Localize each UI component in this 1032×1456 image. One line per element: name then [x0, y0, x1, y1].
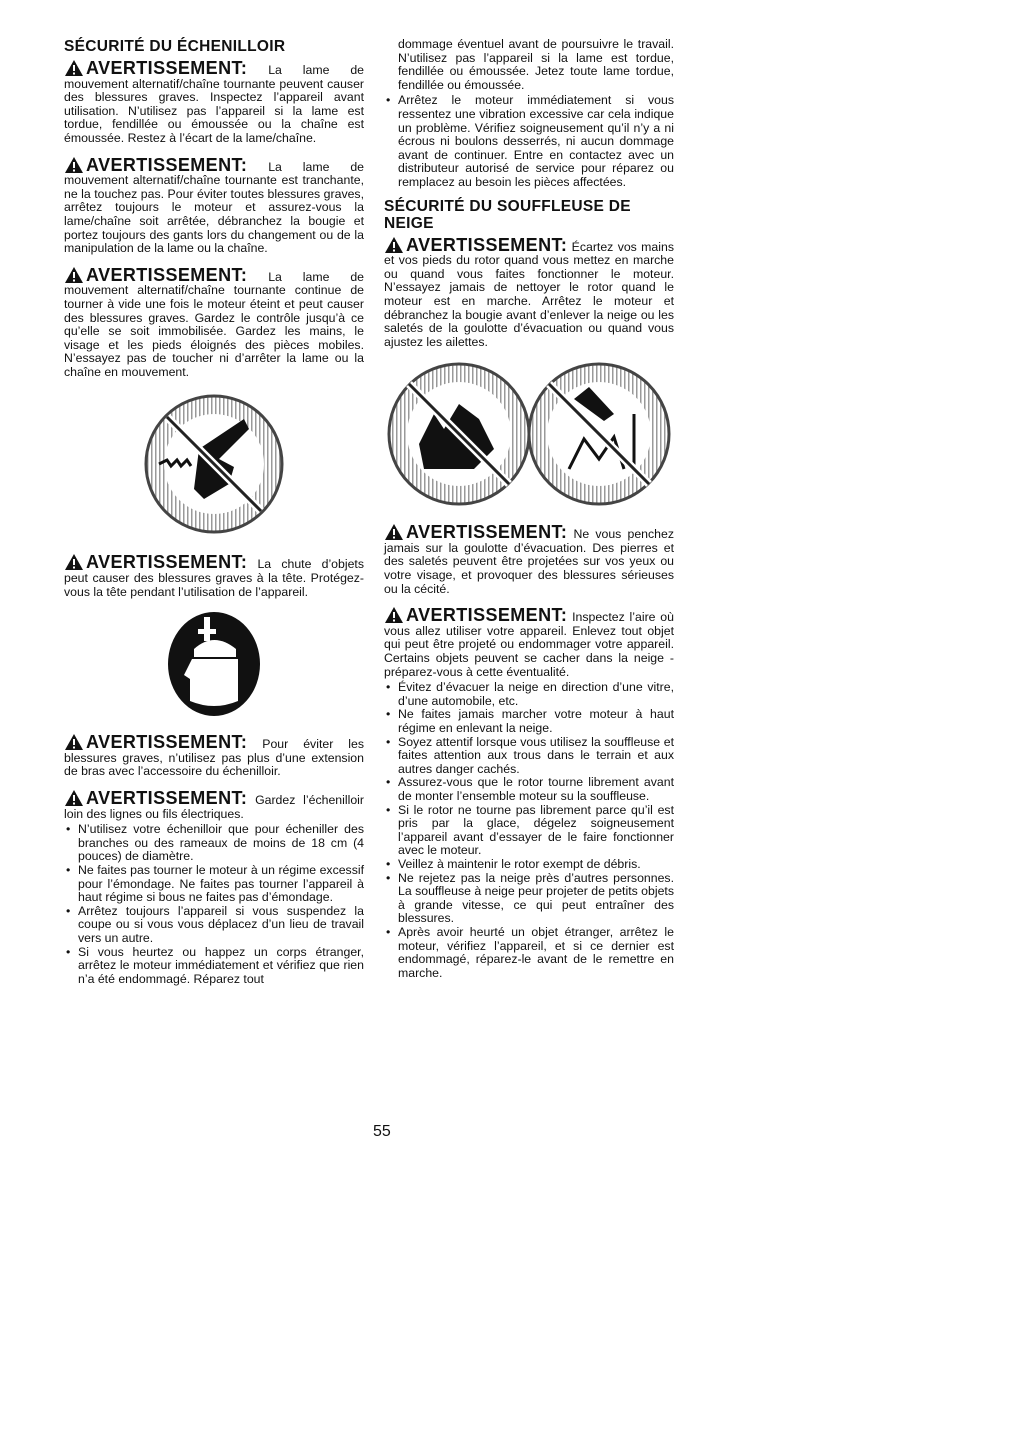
list-item: • Arrêtez le moteur immédiatement si vous ressentez une vibration excessive car cela indique un problème. Vérifiez soigneusement qu’il n’y a ni écrous ni boulons desserrés, ni aucun dommage avant de continuer. Entre en contactez avec un distributeur autorisé de service pour réparez ou remplacez au besoin les pièces affectées. [386, 93, 674, 189]
no-hand-contact-icon [139, 389, 289, 539]
warning-label: AVERTISSEMENT: [86, 788, 248, 809]
section-heading-snow-thrower: SÉCURITÉ DU SOUFFLEUSE DE NEIGE [384, 197, 631, 232]
warning-text: Inspectez l’aire où vous allez utiliser votre appareil. Enlevez tout objet qui peut être projeté ou endommager votre appareil. Certains objets peuvent se cacher dans la neige - préparez-vous à cette éventualité. [384, 610, 674, 679]
warning-triangle-icon [64, 733, 84, 751]
list-item: • Ne faites pas tourner le moteur à un régime excessif pour l’émondage. Ne faites pas tourner l’appareil à haut régime si bous ne faites pas d’émondage. [66, 863, 364, 905]
warning-4 [64, 553, 364, 599]
warning-triangle-icon [384, 236, 404, 254]
list-item: • Évitez d’évacuer la neige en direction d’une vitre, d’une automobile, etc. [386, 680, 674, 708]
list-item: • Soyez attentif lorsque vous utilisez la souffleuse et faites attention aux trous dans le terrain et aux autres danger cachés. [386, 734, 674, 776]
list-item: • Après avoir heurté un objet étranger, arrêtez le moteur, vérifiez l’appareil, et si ce dernier est endommagé, réparez-le avant de le remettre en marche. [386, 924, 674, 980]
warning-text: La lame de mouvement alternatif/chaîne tournante est tranchante, ne la touchez pas. Pour éviter toutes blessures graves, arrêtez toujours le moteur et assurez-vous la lame/chaîne soit arrêtée, débranchez la bougie et portez toujours des gants lors du changement ou de la manipulation de la lame ou la chaîne. [64, 159, 364, 256]
continued-text: dommage éventuel avant de poursuivre le travail. N’utilisez pas l’appareil si la lame est tordue, fendillée ou émoussée. Jetez toute lame tordue, fendillée ou émoussée. [398, 37, 674, 92]
list-item: • Ne rejetez pas la neige près d’autres personnes. La souffleuse à neige peur projeter de petits objets à grande vitesse, ce qui peut entraîner des blessures. [386, 870, 674, 926]
warning-text: La lame de mouvement alternatif/chaîne tournante continue de tourner à vide une fois le moteur éteint et peut causer des blessures graves. Gardez le contrôle jusqu’à ce qu’elle se soit immobilisée. Gardez les mains, le visage et les pieds éloignés des pièces mobiles. N’essayez pas de toucher ni d’arrêter la lame ou la chaîne en mouvement. [64, 269, 364, 379]
list-item: • Ne faites jamais marcher votre moteur à haut régime en enlevant la neige. [386, 707, 674, 735]
warning-label: AVERTISSEMENT: [86, 732, 248, 753]
warning-text: La lame de mouvement alternatif/chaîne tournante peuvent causer des blessures graves. Inspectez l’appareil avant utilisation. N’utilisez pas l’appareil si la lame est tordue, fendillée ou émoussée ou la chaîne est émoussée. Restez à l’écart de la lame/chaîne. [64, 63, 364, 145]
warning-triangle-icon [64, 156, 84, 174]
warning-label: AVERTISSEMENT: [406, 522, 568, 543]
warning-triangle-icon [64, 789, 84, 807]
warning-6 [64, 789, 364, 821]
warning-2 [64, 156, 364, 256]
left-column [64, 38, 364, 994]
warning-triangle-icon [64, 266, 84, 284]
warning-text: Gardez l’échenilloir loin des lignes ou fils électriques. [64, 793, 364, 821]
list-item: • Veillez à maintenir le rotor exempt de débris. [386, 856, 641, 871]
warning-text: Ne vous penchez jamais sur la goulotte d’évacuation. Des pierres et des saletés peuvent être projetées sur vos yeux ou votre visage, et provoquer des blessures sérieuses ou la cécité. [384, 527, 674, 596]
warning-3 [64, 266, 364, 380]
list-item: • Si vous heurtez ou happez un corps étranger, arrêtez le moteur immédiatement et vérifiez que rien n’a été endommagé. Réparez tout [66, 944, 364, 986]
warning-label: AVERTISSEMENT: [406, 605, 568, 626]
warning-triangle-icon [384, 606, 404, 624]
warning-text: La chute d’objets peut causer des blessures graves à la tête. Protégez-vous la tête pendant l’utilisation de l’appareil. [64, 557, 364, 599]
warning-triangle-icon [384, 523, 404, 541]
continued-bullet-list [384, 94, 674, 189]
warning-9 [384, 606, 674, 679]
warning-text: Pour éviter les blessures graves, n’utilisez pas plus d’une extension de bras avec l’accessoire du échenilloir. [64, 737, 364, 779]
warning-1 [64, 59, 364, 146]
list-item: • Arrêtez toujours l’appareil si vous suspendez la coupe ou si vous vous déplacez d’un lieu de travail vers un autre. [66, 903, 364, 945]
warning-label: AVERTISSEMENT: [86, 154, 248, 175]
warning-triangle-icon [64, 59, 84, 77]
right-column [384, 38, 674, 988]
page-number: 55 [373, 1123, 391, 1140]
head-protection-icon [164, 609, 264, 719]
list-item: • Si le rotor ne tourne pas librement parce qu’il est pris par la glace, dégelez soigneusement l’appareil avant d’essayer de le faire fonctionner avec le moteur. [386, 802, 674, 858]
warning-label: AVERTISSEMENT: [86, 552, 248, 573]
warning-triangle-icon [64, 553, 84, 571]
warning-text: Écartez vos mains et vos pieds du rotor quand vous mettez en marche ou quand vous faites fonctionner le moteur. N’essayez jamais de nettoyer le rotor quand le moteur est en marche. Arrêtez le moteur et débranchez la bougie avant d’enlever la neige ou les saletés de la goulotte d’évacuation ou quand vous ajustez les ailettes. [384, 239, 674, 349]
list-item: • Assurez-vous que le rotor tourne librement avant de monter l’ensemble moteur su la souffleuse. [386, 775, 674, 803]
pole-saw-bullet-list [64, 823, 364, 986]
section-heading-pole-saw: SÉCURITÉ DU ÉCHENILLOIR [64, 38, 286, 55]
snow-thrower-bullet-list [384, 681, 674, 980]
warning-8 [384, 523, 674, 596]
warning-5 [64, 733, 364, 779]
warning-7 [384, 236, 674, 350]
warning-label: AVERTISSEMENT: [406, 234, 568, 255]
keep-hands-feet-away-icon [384, 359, 674, 509]
warning-label: AVERTISSEMENT: [86, 58, 248, 78]
warning-label: AVERTISSEMENT: [86, 264, 248, 285]
list-item: • N’utilisez votre échenilloir que pour écheniller des branches ou des rameaux de moins de 18 cm (4 pouces) de diamètre. [66, 822, 364, 864]
